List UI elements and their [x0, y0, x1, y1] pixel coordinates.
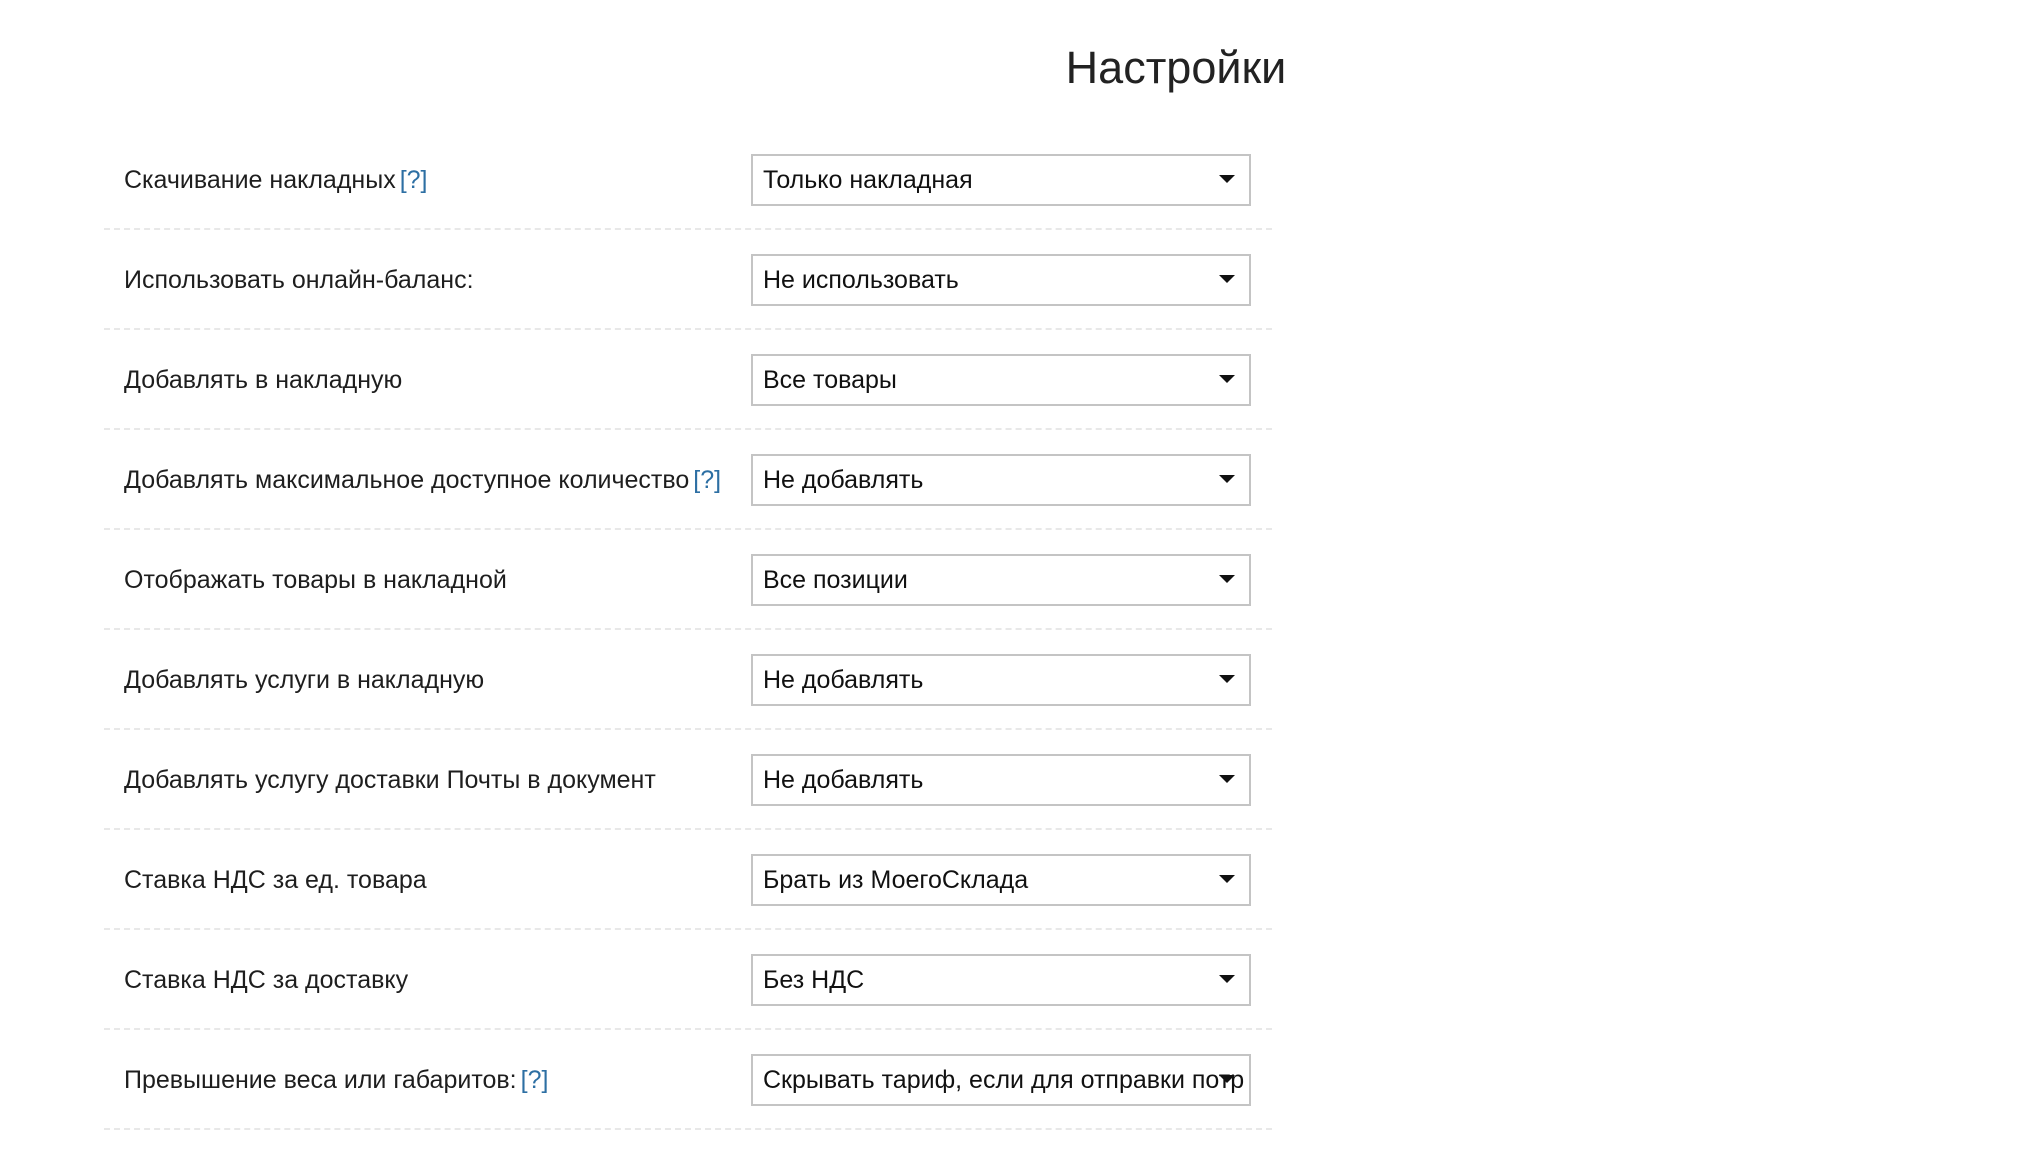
help-link[interactable]: [?]	[399, 166, 428, 194]
help-link[interactable]: [?]	[520, 1066, 549, 1094]
chevron-down-icon	[1219, 875, 1235, 883]
setting-label-text: Добавлять в накладную	[124, 366, 403, 394]
setting-label-text: Скачивание накладных	[124, 166, 396, 194]
setting-label	[124, 330, 402, 430]
add-services-select[interactable]	[751, 654, 1251, 706]
select-value: Не добавлять	[763, 666, 924, 694]
chevron-down-icon	[1219, 175, 1235, 183]
setting-label-text: Ставка НДС за ед. товара	[124, 866, 427, 894]
setting-label	[124, 430, 721, 530]
setting-label	[124, 930, 408, 1030]
setting-label	[124, 130, 428, 230]
setting-row-show-items	[104, 530, 1272, 630]
setting-label-text: Отображать товары в накладной	[124, 566, 507, 594]
select-value: Не использовать	[763, 266, 959, 294]
setting-row-post-delivery-service	[104, 730, 1272, 830]
setting-row-add-to-invoice	[104, 330, 1272, 430]
chevron-down-icon	[1219, 575, 1235, 583]
invoice-download-select[interactable]	[751, 154, 1251, 206]
select-value: Только накладная	[763, 166, 973, 194]
weight-excess-select[interactable]	[751, 1054, 1251, 1106]
setting-label	[124, 630, 484, 730]
setting-label-text: Использовать онлайн-баланс:	[124, 266, 474, 294]
show-items-select[interactable]	[751, 554, 1251, 606]
select-value: Все позиции	[763, 566, 908, 594]
help-link[interactable]: [?]	[693, 466, 722, 494]
select-value: Все товары	[763, 366, 897, 394]
page-title: Настройки	[1065, 42, 1287, 93]
setting-label-text: Добавлять услуги в накладную	[124, 666, 485, 694]
setting-label	[124, 830, 427, 930]
chevron-down-icon	[1219, 1075, 1235, 1083]
setting-row-max-quantity	[104, 430, 1272, 530]
chevron-down-icon	[1219, 975, 1235, 983]
vat-item-select[interactable]	[751, 854, 1251, 906]
vat-delivery-select[interactable]	[751, 954, 1251, 1006]
settings-list	[104, 130, 1272, 1130]
max-quantity-select[interactable]	[751, 454, 1251, 506]
setting-row-weight-excess	[104, 1030, 1272, 1130]
setting-label	[124, 230, 474, 330]
setting-label-text: Добавлять услугу доставки Почты в документ	[124, 766, 656, 794]
chevron-down-icon	[1219, 275, 1235, 283]
chevron-down-icon	[1219, 675, 1235, 683]
chevron-down-icon	[1219, 475, 1235, 483]
setting-label-text: Добавлять максимальное доступное количество	[124, 466, 690, 494]
setting-row-invoice-download	[104, 130, 1272, 230]
setting-label-text: Ставка НДС за доставку	[124, 966, 409, 994]
setting-label	[124, 530, 507, 630]
post-delivery-service-select[interactable]	[751, 754, 1251, 806]
chevron-down-icon	[1219, 775, 1235, 783]
add-to-invoice-select[interactable]	[751, 354, 1251, 406]
setting-label	[124, 1030, 548, 1130]
select-value: Брать из МоегоСклада	[763, 866, 1029, 894]
setting-row-add-services	[104, 630, 1272, 730]
setting-row-vat-delivery	[104, 930, 1272, 1030]
setting-row-online-balance	[104, 230, 1272, 330]
setting-label	[124, 730, 656, 830]
select-value: Не добавлять	[763, 766, 924, 794]
setting-label-text: Превышение веса или габаритов:	[124, 1066, 517, 1094]
chevron-down-icon	[1219, 375, 1235, 383]
setting-row-vat-item	[104, 830, 1272, 930]
online-balance-select[interactable]	[751, 254, 1251, 306]
select-value: Скрывать тариф, если для отправки потр	[763, 1066, 1245, 1094]
select-value: Без НДС	[763, 966, 865, 994]
select-value: Не добавлять	[763, 466, 924, 494]
